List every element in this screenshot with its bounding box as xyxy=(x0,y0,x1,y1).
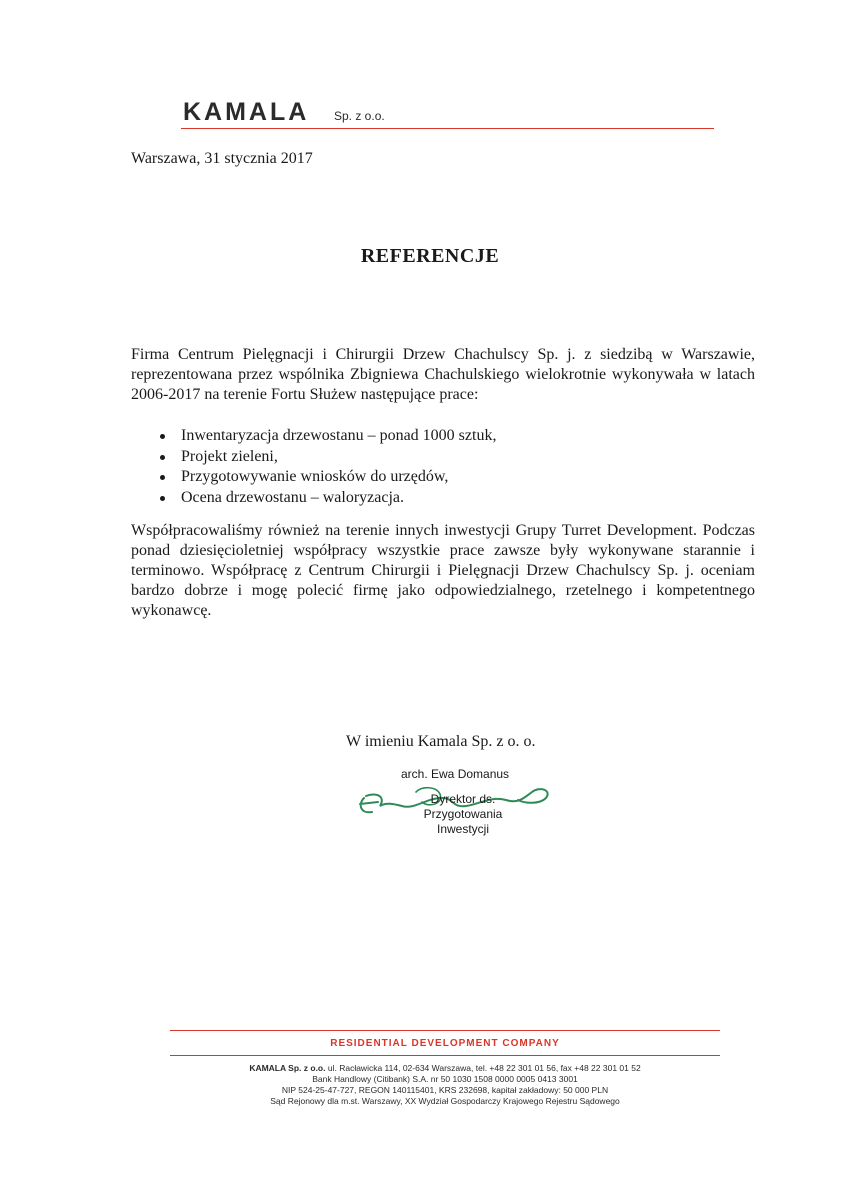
footer-tagline: RESIDENTIAL DEVELOPMENT COMPANY xyxy=(330,1038,560,1049)
footer-address: ul. Racławicka 114, 02-634 Warszawa, tel. +48 22 301 01 56, fax +48 22 301 01 52 xyxy=(325,1063,641,1073)
signatory-position xyxy=(408,792,518,837)
company-logo-wordmark: KAMALA xyxy=(183,98,310,126)
work-list xyxy=(160,426,496,508)
recommendation-paragraph: Współpracowaliśmy również na terenie innych inwestycji Grupy Turret Development. Podczas ponad dziesięcioletniej współpracy wszystkie prace zawsze były wykonywane starannie i terminowo. Współpracę z Centrum Chirurgii i Pielęgnacji Drzew Chachulscy Sp. j. oceniam bardzo dobrze i mogę polecić firmę jako odpowiedzialnego, rzetelnego i kompetentnego wykonawcę. xyxy=(131,522,755,619)
footer-court-line: Sąd Rejonowy dla m.st. Warszawy, XX Wydział Gospodarczy Krajowego Rejestru Sądowego xyxy=(270,1096,620,1106)
footer-divider-top xyxy=(170,1030,720,1031)
letter-title: REFERENCJE xyxy=(360,245,500,267)
closing-line: W imieniu Kamala Sp. z o. o. xyxy=(346,733,536,750)
signatory-name: arch. Ewa Domanus xyxy=(401,767,510,781)
footer-registry-line: NIP 524-25-47-727, REGON 140115401, KRS 232698, kapitał zakładowy: 50 000 PLN xyxy=(281,1085,609,1095)
footer-bank-line: Bank Handlowy (Citibank) S.A. nr 50 1030 1508 0000 0005 0413 3001 xyxy=(312,1074,578,1084)
list-item: Projekt zieleni, xyxy=(160,447,496,468)
list-item: Ocena drzewostanu – waloryzacja. xyxy=(160,488,496,509)
footer-company-name: KAMALA Sp. z o.o. xyxy=(249,1063,326,1073)
footer-divider-bottom xyxy=(170,1055,720,1056)
footer-address-line xyxy=(0,1063,860,1074)
list-item: Inwentaryzacja drzewostanu – ponad 1000 sztuk, xyxy=(160,426,496,447)
header-divider xyxy=(181,128,714,129)
intro-paragraph: Firma Centrum Pielęgnacji i Chirurgii Drzew Chachulscy Sp. j. z siedzibą w Warszawie, reprezentowana przez wspólnika Zbigniewa Chachulskiego wielokrotnie wykonywała w latach 2006-2017 na terenie Fortu Służew następujące prace: xyxy=(131,346,755,403)
list-item: Przygotowywanie wniosków do urzędów, xyxy=(160,467,496,488)
signatory-position-line: Inwestycji xyxy=(436,822,489,836)
letter-date: Warszawa, 31 stycznia 2017 xyxy=(131,150,313,167)
signatory-position-line: Dyrektor ds. Przygotowania xyxy=(423,792,503,821)
company-logo-suffix: Sp. z o.o. xyxy=(334,109,385,123)
footer-company-details xyxy=(0,1063,860,1107)
